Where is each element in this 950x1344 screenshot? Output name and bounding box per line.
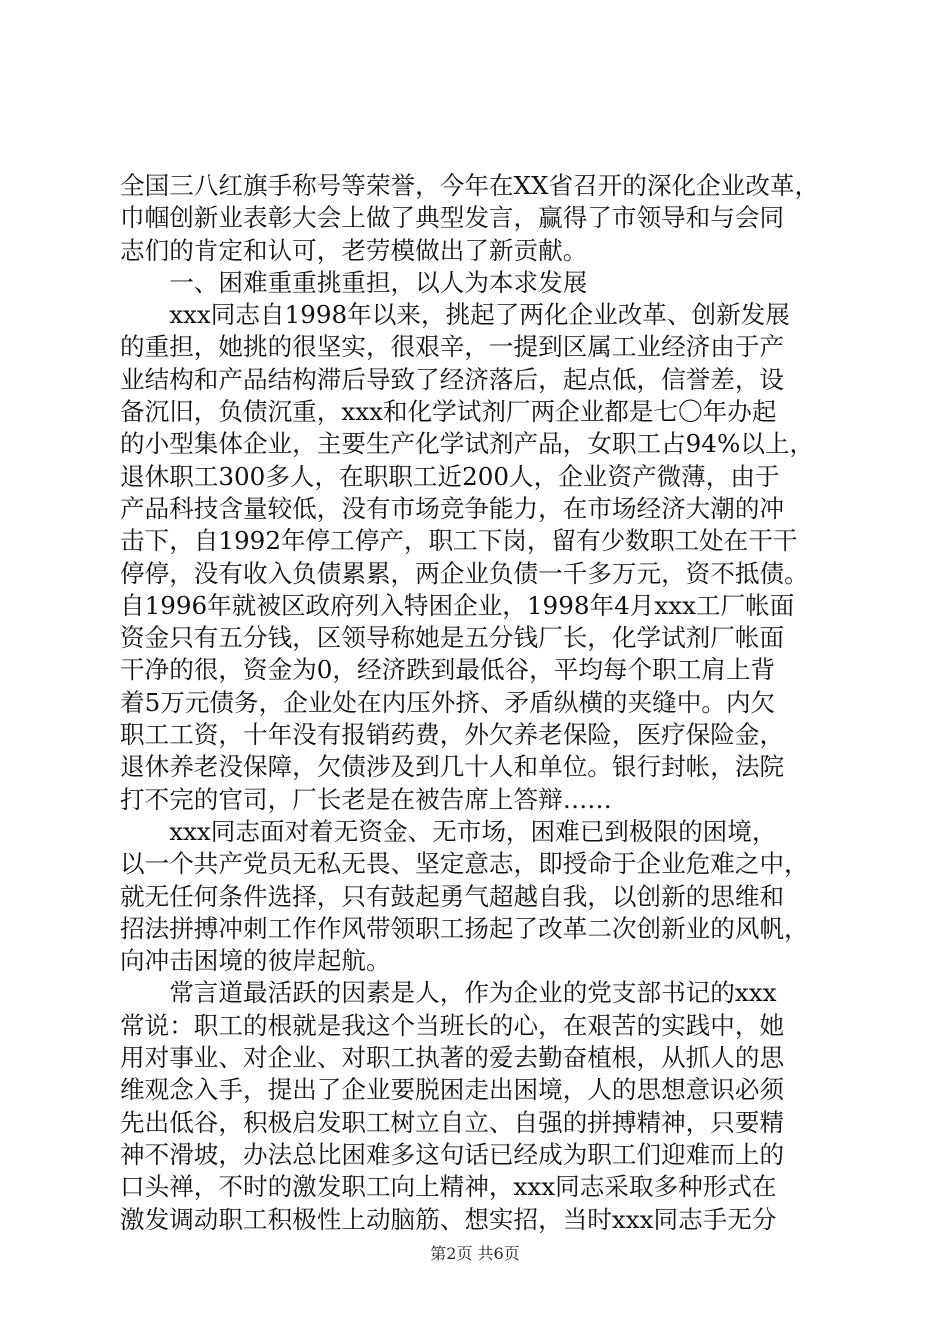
text-line: 以一个共产党员无私无畏、坚定意志，即授命于企业危难之中， xyxy=(120,849,809,879)
text-line: 巾帼创新业表彰大会上做了典型发言，赢得了市领导和与会同 xyxy=(120,203,785,233)
document-body xyxy=(120,170,832,1236)
text-line: 用对事业、对企业、对职工执著的爱去勤奋植根，从抓人的思 xyxy=(120,1043,785,1073)
text-line: 的小型集体企业，主要生产化学试剂产品，女职工占94%以上， xyxy=(120,429,815,459)
page-footer: 第2页 共6页 xyxy=(430,1244,520,1263)
text-line: 的重担，她挑的很坚实，很艰辛，一提到区属工业经济由于产 xyxy=(120,332,785,362)
text-line: 自1996年就被区政府列入特困企业，1998年4月xxx工厂帐面 xyxy=(120,590,795,620)
text-line: 常说：职工的根就是我这个当班长的心，在艰苦的实践中，她 xyxy=(120,1010,785,1040)
text-line: 停停，没有收入负债累累，两企业负债一千多万元，资不抵债。 xyxy=(120,558,809,588)
text-line: 志们的肯定和认可，老劳模做出了新贡献。 xyxy=(120,235,588,265)
text-line: 击下，自1992年停工停产，职工下岗，留有少数职工处在干干 xyxy=(120,526,798,556)
text-line: 就无任何条件选择，只有鼓起勇气超越自我，以创新的思维和 xyxy=(120,881,785,911)
text-line: 退休职工300多人，在职职工近200人，企业资产微薄，由于 xyxy=(120,461,780,491)
text-line: 激发调动职工积极性上动脑筋、想实招，当时xxx同志手无分 xyxy=(120,1204,777,1234)
text-line: 退休养老没保障，欠债涉及到几十人和单位。银行封帐，法院 xyxy=(120,752,785,782)
text-line: 业结构和产品结构滞后导致了经济落后，起点低，信誉差，设 xyxy=(120,364,785,394)
text-line: 干净的很，资金为0，经济跌到最低谷，平均每个职工肩上背 xyxy=(120,655,776,685)
text-line: 维观念入手，提出了企业要脱困走出困境，人的思想意识必须 xyxy=(120,1075,785,1105)
text-line: 口头禅，不时的激发职工向上精神，xxx同志采取多种形式在 xyxy=(120,1172,777,1202)
text-line: 职工工资，十年没有报销药费，外欠养老保险，医疗保险金， xyxy=(120,720,785,750)
text-line: 着5万元债务，企业处在内压外挤、矛盾纵横的夹缝中。内欠 xyxy=(120,687,776,717)
text-line: xxx同志自1998年以来，挑起了两化企业改革、创新发展 xyxy=(120,300,790,330)
text-line: xxx同志面对着无资金、无市场，困难已到极限的困境， xyxy=(120,816,777,846)
text-line: 向冲击困境的彼岸起航。 xyxy=(120,946,391,976)
text-line: 神不滑坡，办法总比困难多这句话已经成为职工们迎难而上的 xyxy=(120,1139,785,1169)
text-line: 一、困难重重挑重担，以人为本求发展 xyxy=(120,267,588,297)
text-line: 产品科技含量较低，没有市场竞争能力，在市场经济大潮的冲 xyxy=(120,493,785,523)
text-line: 备沉旧，负债沉重，xxx和化学试剂厂两企业都是七〇年办起 xyxy=(120,397,777,427)
text-line: 打不完的官司，厂长老是在被告席上答辩…… xyxy=(120,784,612,814)
text-line: 招法拼搏冲刺工作作风带领职工扬起了改革二次创新业的风帆， xyxy=(120,913,809,943)
text-line: 全国三八红旗手称号等荣誉，今年在XX省召开的深化企业改革， xyxy=(120,171,820,200)
text-line: 先出低谷，积极启发职工树立自立、自强的拼搏精神，只要精 xyxy=(120,1107,785,1137)
text-line: 资金只有五分钱，区领导称她是五分钱厂长，化学试剂厂帐面 xyxy=(120,623,785,653)
text-line: 常言道最活跃的因素是人，作为企业的党支部书记的xxx xyxy=(120,978,777,1008)
